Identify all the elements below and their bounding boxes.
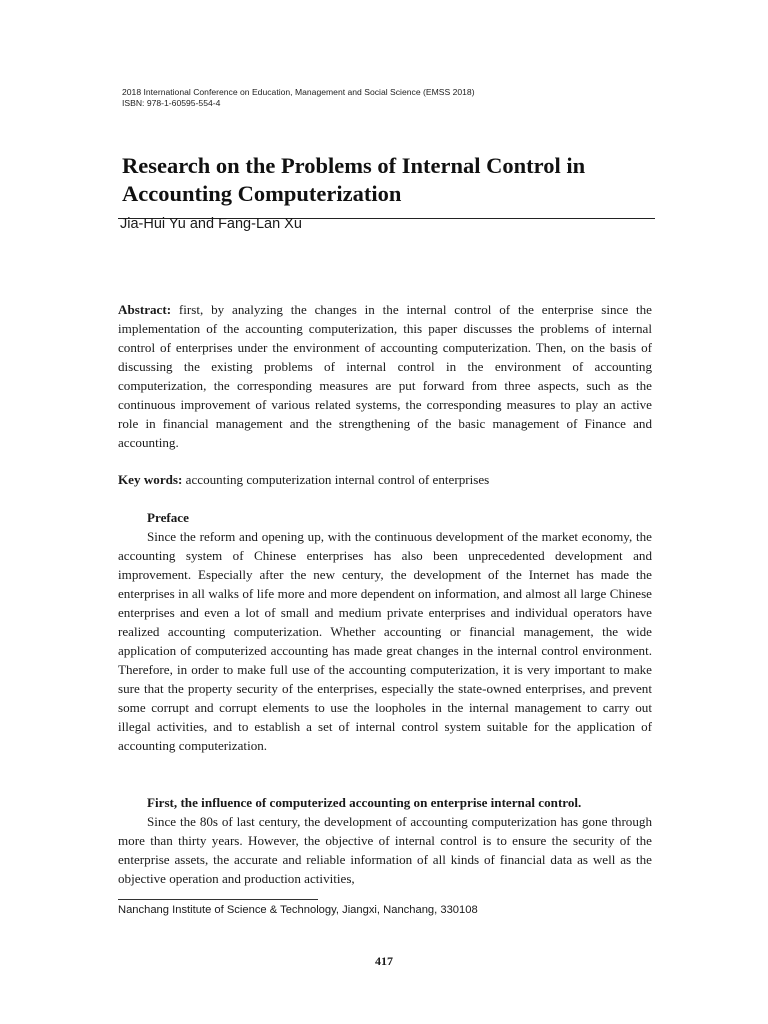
keywords-text: accounting computerization internal control of enterprises bbox=[182, 472, 490, 487]
page-number: 417 bbox=[375, 954, 393, 968]
section-1-paragraph: Since the 80s of last century, the development of accounting computerization has gone through more than thirty years. However, the objective of internal control is to ensure the security of the enterprise assets, the accurate and reliable information of all kinds of financial data as well as the objective operation and production activities, bbox=[118, 814, 652, 886]
abstract-text: first, by analyzing the changes in the internal control of the enterprise since the implementation of the accounting computerization, this paper discusses the problems of internal control of enterprises under the environment of accounting computerization. Then, on the basis of discussing the existing problems of internal control in the environment of accounting computerization, the corresponding measures are put forward from three aspects, such as the continuous improvement of various related systems, the corresponding measures to play an active role in financial management and the strengthening of the basic management of Finance and accounting. bbox=[118, 302, 652, 450]
title-line-2: Accounting Computerization bbox=[122, 181, 402, 206]
authors: Jia-Hui Yu and Fang-Lan Xu bbox=[120, 216, 302, 232]
affiliation-footnote: Nanchang Institute of Science & Technology, Jiangxi, Nanchang, 330108 bbox=[118, 904, 478, 916]
title-line-1: Research on the Problems of Internal Control in bbox=[122, 153, 586, 178]
isbn: ISBN: 978-1-60595-554-4 bbox=[122, 98, 221, 108]
preface-heading: Preface bbox=[147, 510, 189, 525]
abstract-label: Abstract: bbox=[118, 302, 172, 317]
footnote-rule bbox=[118, 899, 318, 900]
preface-paragraph: Since the reform and opening up, with the continuous development of the market economy, the accounting system of Chinese enterprises has also been unprecedented development and improvement. Especially after the new century, the development of the Internet has made the enterprises in all walks of life more and more dependent on information, and almost all large Chinese enterprises and even a lot of small and medium private enterprises and individual operators have realized accounting computerization. Whether accounting or financial management, the wide application of computerized accounting has made great changes in the internal control environment. Therefore, in order to make full use of the accounting computerization, it is very important to make sure that the property security of the enterprises, especially the state-owned enterprises, and prevent some corrupt and corrupt elements to use the loopholes in the internal management to carry out illegal activities, and to establish a set of internal control system suitable for the application of accounting computerization. bbox=[118, 529, 652, 753]
abstract bbox=[118, 300, 652, 452]
section-1-heading: First, the influence of computerized accounting on enterprise internal control. bbox=[147, 795, 582, 810]
paper-title bbox=[122, 152, 682, 208]
keywords-label: Key words: bbox=[118, 472, 183, 487]
conference-header bbox=[122, 87, 642, 109]
keywords bbox=[118, 470, 652, 489]
conference-name: 2018 International Conference on Education, Management and Social Science (EMSS 2018) bbox=[122, 87, 475, 97]
